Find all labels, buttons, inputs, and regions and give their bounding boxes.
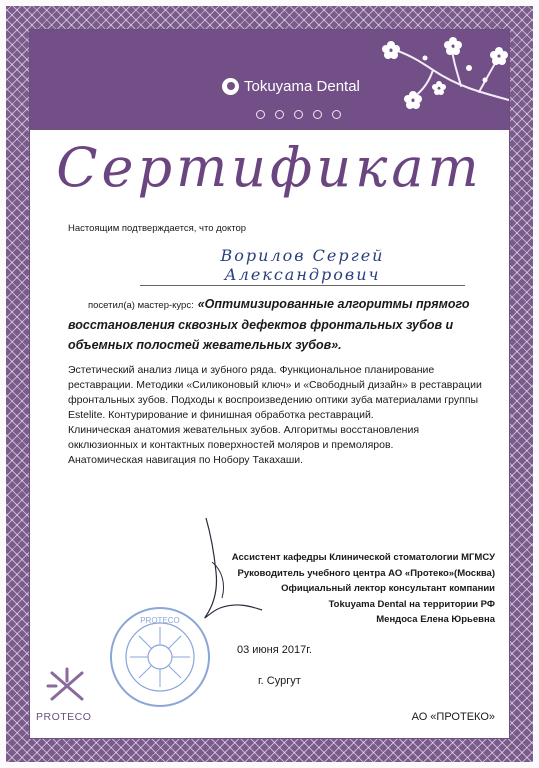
company-seal-icon xyxy=(108,605,212,709)
lecturer-line: Руководитель учебного центра АО «Протеко»(Москва) xyxy=(237,567,495,579)
brand-name: Tokuyama Dental xyxy=(244,78,360,95)
proteco-logo-text: PROTECO xyxy=(36,711,92,723)
company-name: АО «ПРОТЕКО» xyxy=(411,711,495,723)
topic-paragraph: Анатомическая навигация по Нобору Такахаши. xyxy=(68,454,304,466)
course-label: посетил(а) мастер-курс: xyxy=(88,300,194,311)
confirmation-text: Настоящим подтверждается, что доктор xyxy=(68,223,247,234)
seal-text: PROTECO xyxy=(140,616,180,625)
topic-paragraph: Эстетический анализ лица и зубного ряда. Функциональное планирование реставрации. Методики «Силиконовый ключ» и «Свободный дизайн» в реставрации фронтальных зубов. Подходы к воспроизведению оптики зуба материалами группы Estelite. Контурирование и финишная обработка реставраций. xyxy=(68,364,482,421)
lecturer-line: Официальный лектор консультант компании xyxy=(281,583,495,594)
recipient-name: Ворилов Сергей Александрович xyxy=(140,246,465,286)
course-topics xyxy=(68,363,488,468)
dot-icon xyxy=(294,110,303,119)
proteco-logo-icon xyxy=(42,665,92,707)
lecturer-line: Tokuyama Dental на территории РФ xyxy=(328,598,495,610)
header-band xyxy=(30,30,509,130)
lecturer-name: Мендоса Елена Юрьевна xyxy=(376,614,495,625)
dot-icon xyxy=(313,110,322,119)
course-block xyxy=(68,294,488,355)
dot-icon xyxy=(275,110,284,119)
lecturer-line: Ассистент кафедры Клинической стоматологии МГМСУ xyxy=(231,552,495,563)
dot-icon xyxy=(256,110,265,119)
issue-city: г. Сургут xyxy=(258,675,301,687)
cherry-blossom-icon xyxy=(329,30,509,130)
course-title: «Оптимизированные алгоритмы прямого восстановления сквозных дефектов фронтальных зубов и объемных полостей жевательных зубов». xyxy=(68,297,470,352)
certificate-title: Сертификат xyxy=(56,136,483,199)
topic-paragraph: Клиническая анатомия жевательных зубов. Алгоритмы восстановления окклюзионных и контактных поверхностей моляров и премоляров. xyxy=(68,424,420,451)
issue-date: 03 июня 2017г. xyxy=(237,644,312,656)
tokuyama-logo-icon xyxy=(222,78,239,95)
lecturer-info xyxy=(232,550,495,628)
